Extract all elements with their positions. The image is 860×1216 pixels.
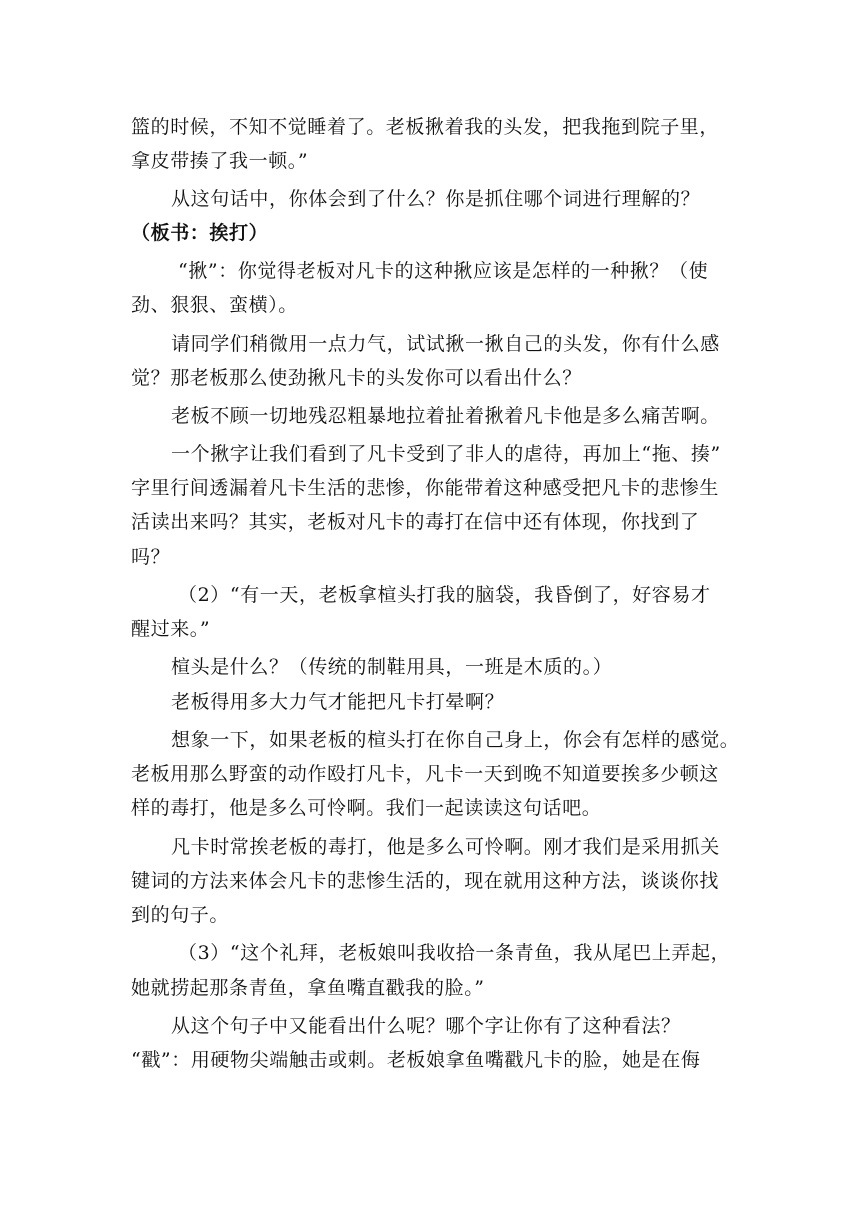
text-line: 从这句话中，你体会到了什么？你是抓住哪个词进行理解的？ [171, 188, 701, 210]
text-line: 楦头是什么？（传统的制鞋用具，一班是木质的。） [171, 656, 613, 678]
text-line: 拿皮带揍了我一顿。” [131, 150, 309, 172]
text-line: 她就捞起那条青鱼，拿鱼嘴直戳我的脸。” [131, 977, 485, 999]
text-line: 老板用那么野蛮的动作殴打凡卡，凡卡一天到晚不知道要挨多少顿这 [131, 763, 720, 785]
text-line: 到的句子。 [131, 904, 230, 926]
text-line: “揪”：你觉得老板对凡卡的这种揪应该是怎样的一种揪？（使 [178, 260, 709, 282]
text-line: 字里行间透漏着凡卡生活的悲惨，你能带着这种感受把凡卡的悲惨生 [131, 477, 720, 499]
text-line: 键词的方法来体会凡卡的悲惨生活的，现在就用这种方法，谈谈你找 [131, 870, 720, 892]
text-line: “戳”：用硬物尖端触击或刺。老板娘拿鱼嘴戳凡卡的脸，她是在侮 [131, 1049, 701, 1071]
text-line: 凡卡时常挨老板的毒打，他是多么可怜啊。刚才我们是采用抓关 [171, 836, 720, 858]
text-line: 样的毒打，他是多么可怜啊。我们一起读读这句话吧。 [131, 797, 602, 819]
board-note: （板书：挨打） [131, 222, 269, 244]
text-line: 篮的时候，不知不觉睡着了。老板揪着我的头发，把我拖到院子里， [131, 116, 720, 138]
text-line: （3）“这个礼拜，老板娘叫我收拾一条青鱼，我从尾巴上弄起， [178, 942, 731, 964]
text-line: 劲、狠狠、蛮横）。 [131, 294, 298, 316]
text-line: 一个揪字让我们看到了凡卡受到了非人的虐待，再加上“拖、揍” [171, 443, 721, 465]
text-line: 觉？那老板那么使劲揪凡卡的头发你可以看出什么？ [131, 367, 582, 389]
text-line: 吗？ [131, 546, 171, 568]
text-line: （2）“有一天，老板拿楦头打我的脑袋，我昏倒了，好容易才 [178, 584, 711, 606]
text-line: 从这个句子中又能看出什么呢？哪个字让你有了这种看法？ [171, 1015, 681, 1037]
text-line: 想象一下，如果老板的楦头打在你自己身上，你会有怎样的感觉。 [171, 729, 740, 751]
text-line: 活读出来吗？其实，老板对凡卡的毒打在信中还有体现，你找到了 [131, 511, 700, 533]
text-line: 请同学们稍微用一点力气，试试揪一揪自己的头发，你有什么感 [171, 333, 720, 355]
text-line: 老板得用多大力气才能把凡卡打晕啊？ [171, 691, 505, 713]
text-line: 老板不顾一切地残忍粗暴地拉着扯着揪着凡卡他是多么痛苦啊。 [171, 405, 720, 427]
text-line: 醒过来。” [131, 618, 211, 640]
